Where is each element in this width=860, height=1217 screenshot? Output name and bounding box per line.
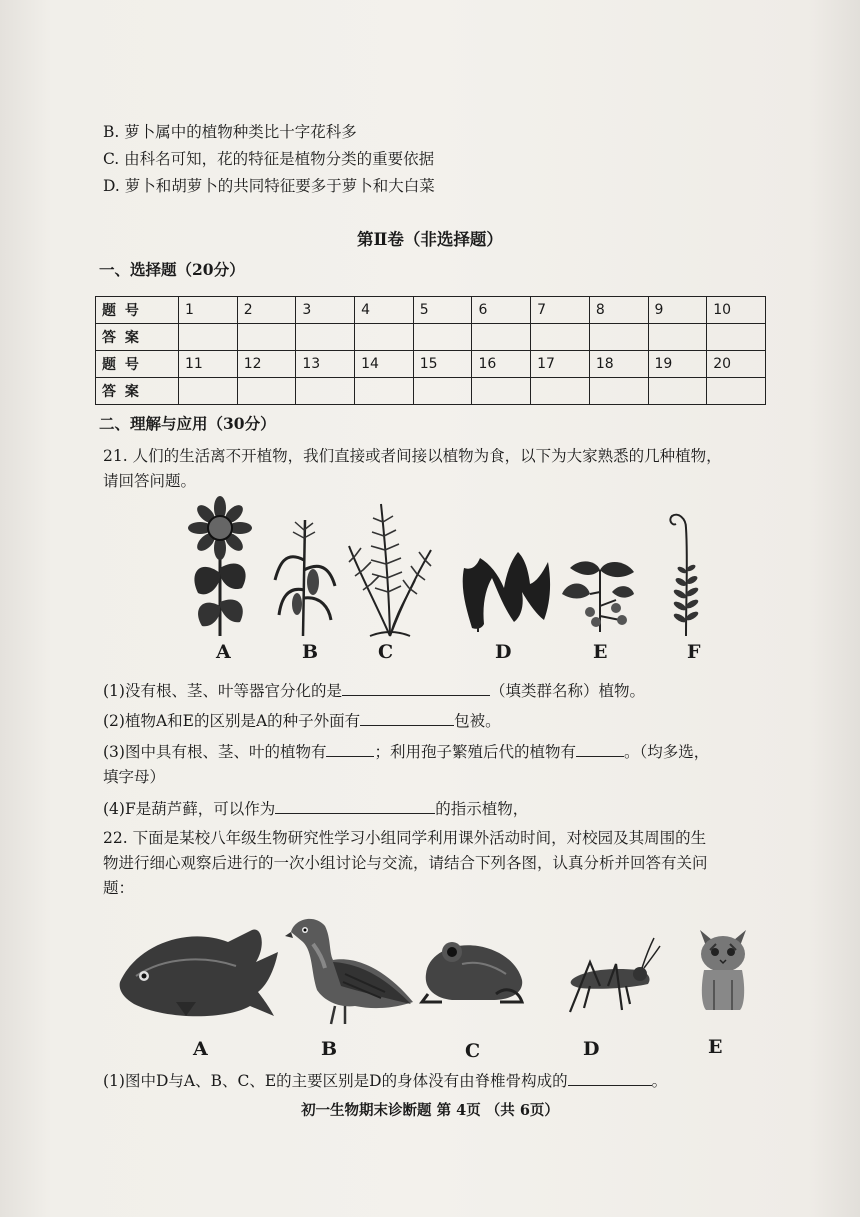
answer-cell[interactable]: [413, 324, 472, 351]
answer-cell[interactable]: [472, 324, 531, 351]
q21-sub2-tail: 包被。: [454, 712, 501, 730]
q21-sub3: [103, 741, 709, 762]
answer-cell[interactable]: [589, 378, 648, 405]
q22-sub1-tail: 。: [651, 1072, 668, 1090]
plant-label-a: A: [216, 641, 231, 663]
animal-label-a: A: [193, 1038, 208, 1060]
fish-icon: [116, 916, 280, 1020]
question-number: 17: [531, 351, 590, 378]
answer-cell[interactable]: [296, 378, 355, 405]
q22-sub1: [103, 1070, 667, 1091]
q21-sub1: [103, 680, 645, 701]
plant-label-c: C: [378, 641, 394, 663]
answer-blank[interactable]: [576, 741, 624, 757]
q22-intro-cont: 物进行细心观察后进行的一次小组讨论与交流，请结合下列各图，认真分析并回答有关问: [103, 854, 708, 872]
answer-cell[interactable]: [237, 324, 296, 351]
question-number: 11: [179, 351, 238, 378]
answer-cell[interactable]: [531, 324, 590, 351]
q21-sub4: [103, 798, 528, 819]
part1-title: 一、选择题（20分）: [99, 260, 245, 279]
seaweed-icon: [458, 548, 554, 634]
table-row: [96, 324, 766, 351]
answer-blank[interactable]: [275, 798, 435, 814]
q22-intro: 22. 下面是某校八年级生物研究性学习小组同学利用课外活动时间，对校园及其周围的生: [103, 829, 707, 847]
table-row: [96, 297, 766, 324]
question-number: 7: [531, 297, 590, 324]
answer-label: 答 案: [96, 378, 179, 405]
corn-plant-icon: [275, 520, 335, 638]
question-number: 2: [237, 297, 296, 324]
moss-icon: [660, 508, 710, 638]
answer-cell[interactable]: [707, 324, 766, 351]
q21-sub3-text: (3)图中具有根、茎、叶的植物有: [103, 743, 327, 761]
answer-blank[interactable]: [326, 741, 374, 757]
answer-cell[interactable]: [472, 378, 531, 405]
question-number: 15: [413, 351, 472, 378]
option-b: B. 萝卜属中的植物种类比十字花科多: [103, 123, 357, 141]
animal-label-c: C: [465, 1040, 481, 1062]
answer-cell[interactable]: [707, 378, 766, 405]
answer-blank[interactable]: [360, 710, 454, 726]
animal-label-b: B: [321, 1038, 338, 1060]
q21-sub3-mid: ；利用孢子繁殖后代的植物有: [374, 743, 576, 761]
q22-intro-cont2: 题：: [103, 879, 135, 897]
question-number: 18: [589, 351, 648, 378]
q21-sub4-tail: 的指示植物，: [435, 800, 529, 818]
question-number: 4: [355, 297, 414, 324]
q21-sub3-tail: 。（均多选，: [623, 743, 710, 761]
animal-label-d: D: [583, 1038, 600, 1060]
frog-icon: [422, 934, 526, 1004]
ginkgo-icon: [560, 556, 640, 636]
question-number: 5: [413, 297, 472, 324]
question-number: 6: [472, 297, 531, 324]
question-number: 9: [648, 297, 707, 324]
question-number: 10: [707, 297, 766, 324]
answer-cell[interactable]: [413, 378, 472, 405]
cat-icon: [692, 920, 754, 1012]
answer-cell[interactable]: [531, 378, 590, 405]
question-number: 3: [296, 297, 355, 324]
q21-sub1-tail: （填类群名称）植物。: [489, 682, 645, 700]
question-number: 14: [355, 351, 414, 378]
sunflower-icon: [180, 498, 260, 638]
q22-sub1-text: (1)图中D与A、B、C、E的主要区别是D的身体没有由脊椎骨构成的: [103, 1072, 568, 1090]
answer-cell[interactable]: [179, 324, 238, 351]
option-d: D. 萝卜和胡萝卜的共同特征要多于萝卜和大白菜: [103, 177, 435, 195]
answer-cell[interactable]: [296, 324, 355, 351]
q21-sub2: [103, 710, 501, 731]
q21-sub3-cont: 填字母）: [103, 768, 166, 786]
plant-label-d: D: [495, 641, 512, 663]
question-number: 8: [589, 297, 648, 324]
answer-cell[interactable]: [179, 378, 238, 405]
q21-sub1-text: (1)没有根、茎、叶等器官分化的是: [103, 682, 342, 700]
plant-label-b: B: [302, 641, 319, 663]
answer-table: [95, 296, 766, 405]
answer-cell[interactable]: [355, 324, 414, 351]
option-c: C. 由科名可知，花的特征是植物分类的重要依据: [103, 150, 435, 168]
q21-sub4-text: (4)F是葫芦藓，可以作为: [103, 800, 276, 818]
part2-title: 二、理解与应用（30分）: [99, 414, 276, 433]
pigeon-icon: [285, 912, 417, 1028]
animal-label-e: E: [708, 1036, 723, 1058]
answer-cell[interactable]: [648, 324, 707, 351]
plant-label-e: E: [593, 641, 608, 663]
question-number: 16: [472, 351, 531, 378]
question-number: 12: [237, 351, 296, 378]
answer-cell[interactable]: [648, 378, 707, 405]
answer-cell[interactable]: [237, 378, 296, 405]
section-title: 第Ⅱ卷（非选择题）: [357, 230, 503, 249]
answer-blank[interactable]: [342, 680, 490, 696]
answer-cell[interactable]: [589, 324, 648, 351]
q21-intro-cont: 请回答问题。: [103, 472, 197, 490]
table-row: [96, 378, 766, 405]
question-number: 1: [179, 297, 238, 324]
answer-blank[interactable]: [568, 1070, 652, 1086]
header-label: 题 号: [96, 297, 179, 324]
answer-cell[interactable]: [355, 378, 414, 405]
question-number: 19: [648, 351, 707, 378]
grasshopper-icon: [560, 938, 664, 1014]
plant-label-f: F: [687, 641, 701, 663]
question-number: 13: [296, 351, 355, 378]
table-row: [96, 351, 766, 378]
page-footer: 初一生物期末诊断题 第 4页 （共 6页）: [301, 1102, 559, 1119]
answer-label: 答 案: [96, 324, 179, 351]
header-label: 题 号: [96, 351, 179, 378]
q21-intro: 21. 人们的生活离不开植物，我们直接或者间接以植物为食，以下为大家熟悉的几种植物，: [103, 447, 722, 465]
q21-sub2-text: (2)植物A和E的区别是A的种子外面有: [103, 712, 361, 730]
fern-icon: [345, 502, 435, 638]
question-number: 20: [707, 351, 766, 378]
